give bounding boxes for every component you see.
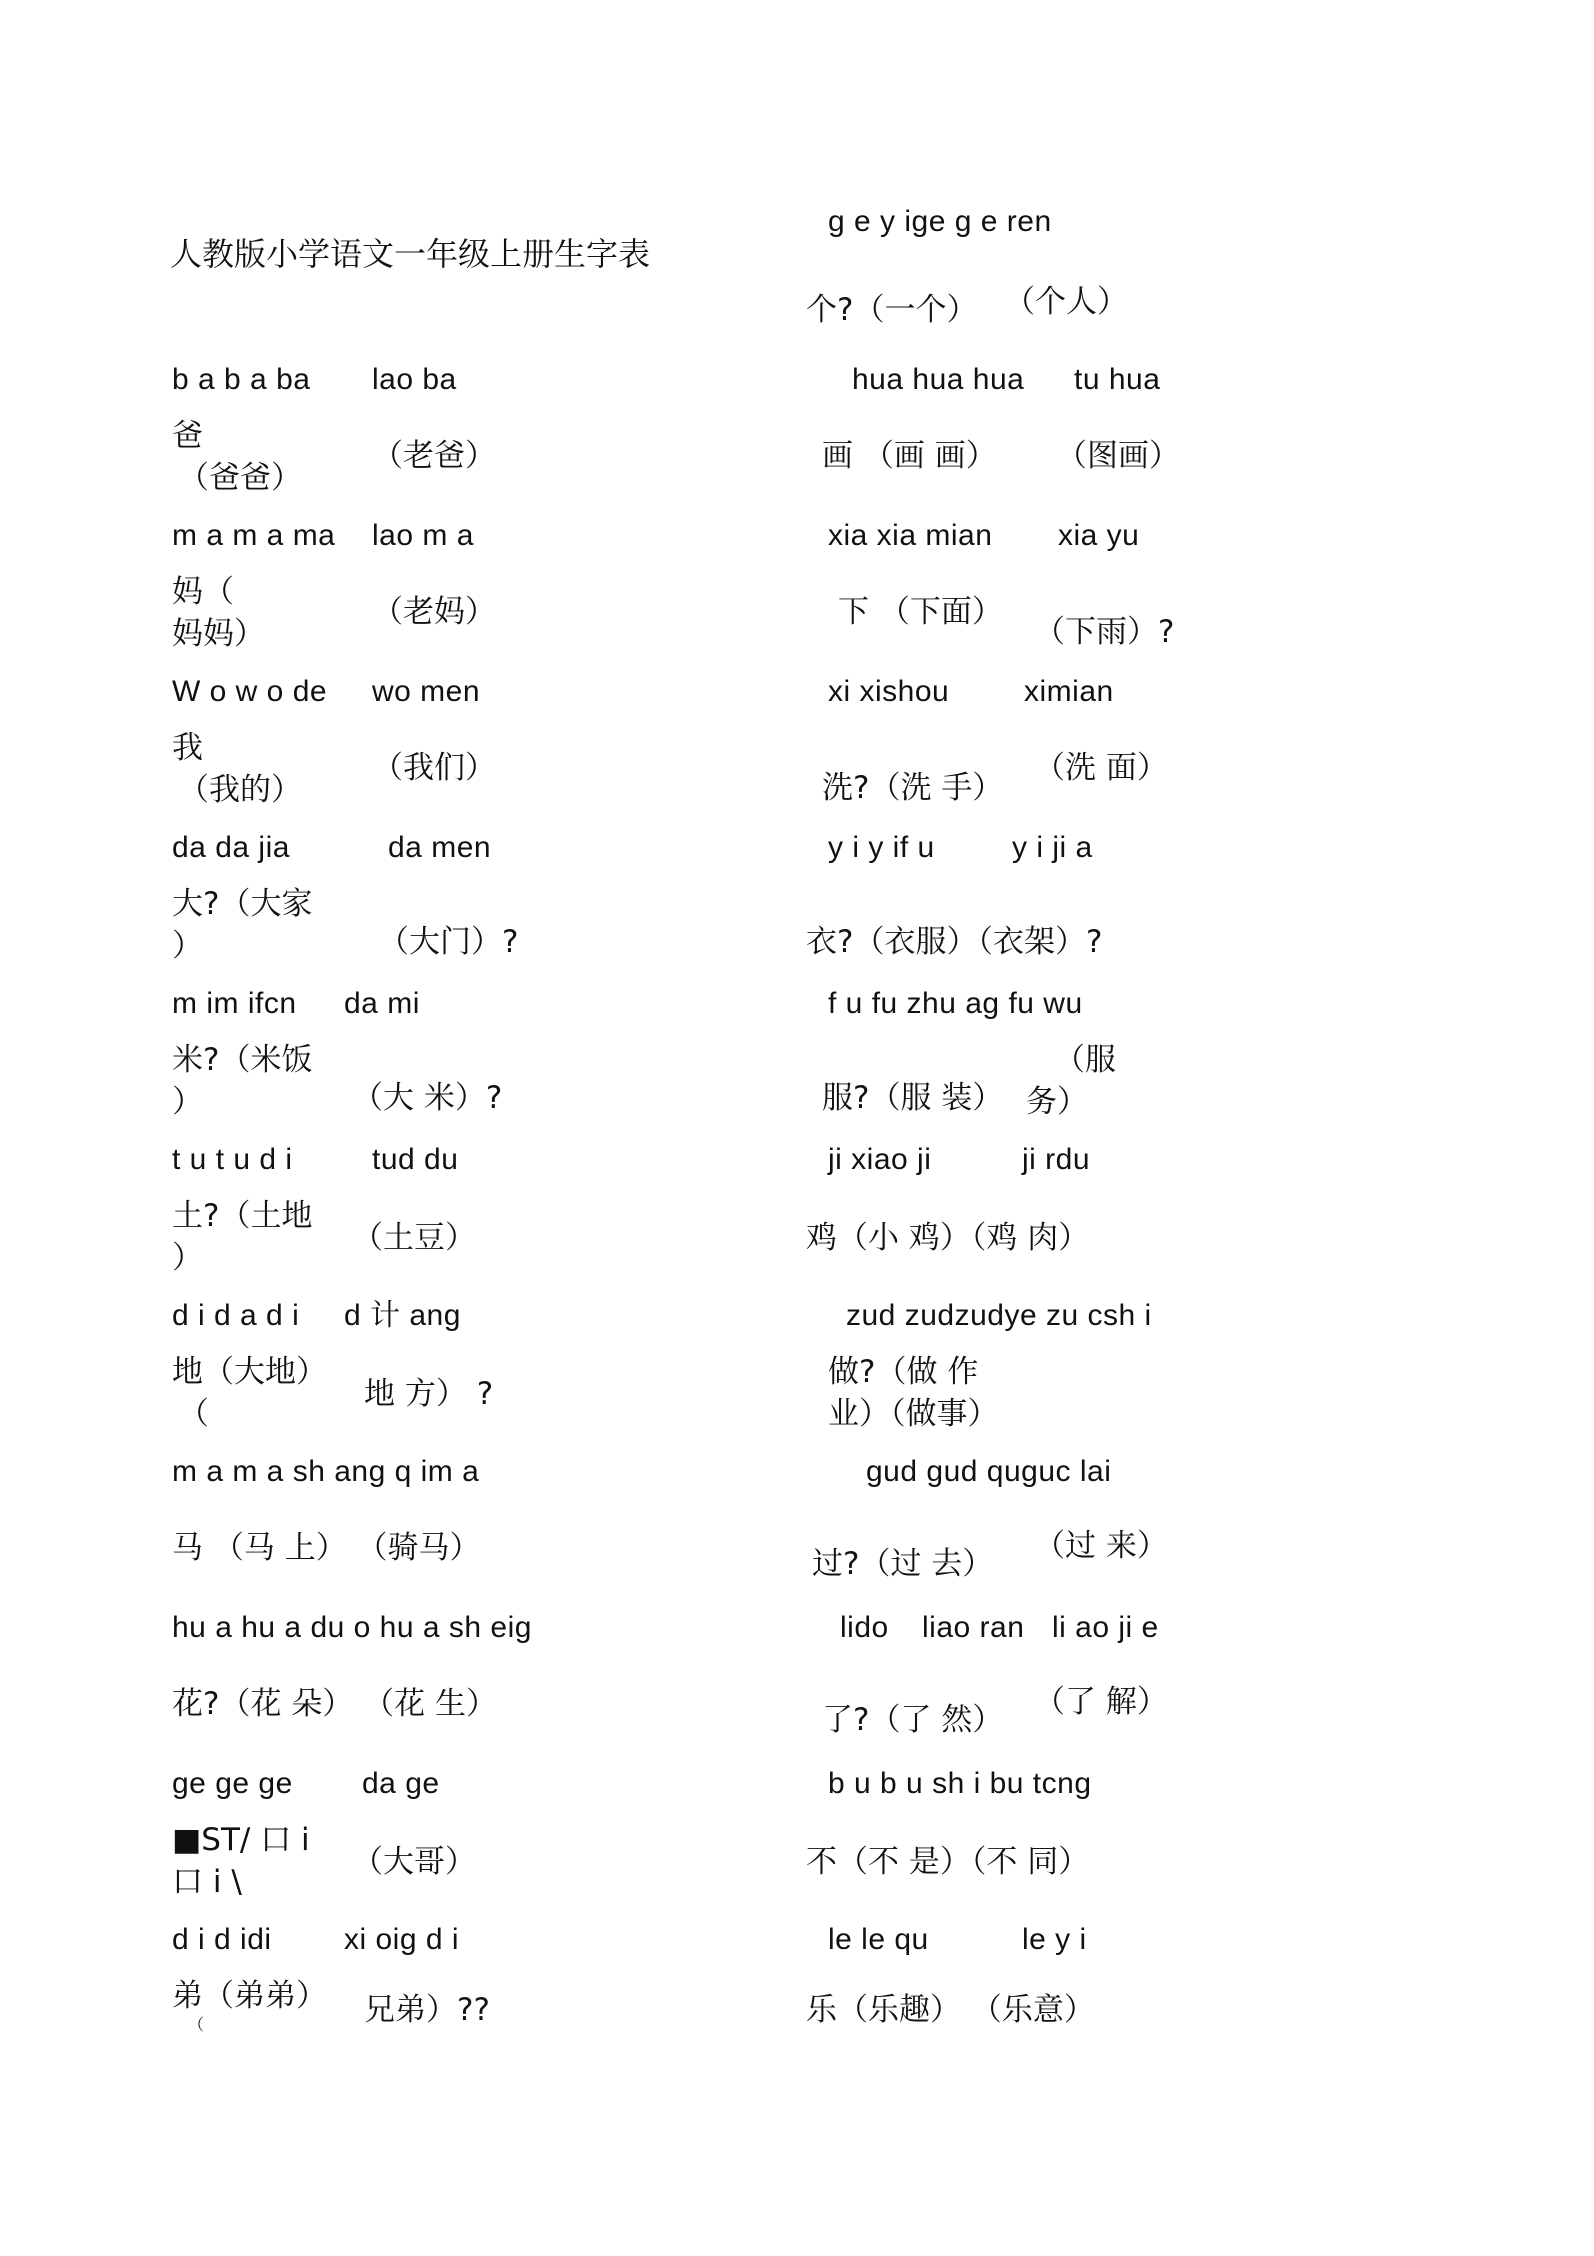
hanzi-line: ■ST/ 口 i bbox=[172, 1822, 310, 1858]
hanzi-line: 做?（做 作 bbox=[828, 1354, 979, 1390]
hanzi-line: 兄弟）?? bbox=[364, 1992, 490, 2028]
pinyin-line: xia yu bbox=[1058, 519, 1140, 552]
hanzi-line: （ bbox=[178, 1396, 209, 1432]
hanzi-line: 口 i \ bbox=[172, 1864, 242, 1900]
pinyin-line: m a m a ma bbox=[172, 519, 336, 552]
pinyin-line: d i d a d i bbox=[172, 1299, 300, 1332]
pinyin-line: da da jia bbox=[172, 831, 290, 864]
hanzi-line: 洗?（洗 手） bbox=[822, 770, 1004, 806]
pinyin-line: da men bbox=[388, 831, 492, 864]
pinyin-line: tu hua bbox=[1074, 363, 1161, 396]
pinyin-line: wo men bbox=[372, 675, 481, 708]
hanzi-line: 妈妈） bbox=[172, 616, 265, 652]
hanzi-line: 地（大地） bbox=[172, 1354, 327, 1390]
hanzi-line: 地 方） ? bbox=[364, 1376, 494, 1412]
hanzi-line: 鸡（小 鸡）（鸡 肉） bbox=[806, 1220, 1090, 1256]
pinyin-line: t u t u d i bbox=[172, 1143, 293, 1176]
pinyin-line: li ao ji e bbox=[1052, 1611, 1159, 1644]
hanzi-line: 妈（ bbox=[172, 574, 234, 610]
hanzi-line: 花?（花 朵） （花 生） bbox=[172, 1686, 498, 1722]
hanzi-line: 衣?（衣服）（衣架）? bbox=[806, 924, 1103, 960]
pinyin-line: ji rdu bbox=[1022, 1143, 1091, 1176]
hanzi-line: ） bbox=[172, 1084, 203, 1120]
pinyin-line: lao ba bbox=[372, 363, 457, 396]
pinyin-line: da mi bbox=[344, 987, 420, 1020]
pinyin-line: liao ran bbox=[922, 1611, 1025, 1644]
pinyin-line: ji xiao ji bbox=[828, 1143, 932, 1176]
pinyin-line: y i ji a bbox=[1012, 831, 1093, 864]
hanzi-line: 了?（了 然） bbox=[822, 1702, 1004, 1738]
hanzi-line: （服 bbox=[1054, 1042, 1116, 1078]
hanzi-line: （洗 面） bbox=[1034, 750, 1168, 786]
hanzi-line: （个人） bbox=[1004, 284, 1128, 320]
pinyin-line: gud gud quguc lai bbox=[866, 1455, 1112, 1488]
pinyin-line: zud zudzudye zu csh i bbox=[846, 1299, 1152, 1332]
hanzi-line: （大哥） bbox=[352, 1844, 476, 1880]
hanzi-line: 马 （马 上） （骑马） bbox=[172, 1530, 481, 1566]
pinyin-line: xia xia mian bbox=[828, 519, 993, 552]
hanzi-line: （老爸） bbox=[372, 438, 496, 474]
pinyin-line: b a b a ba bbox=[172, 363, 311, 396]
hanzi-line: （土豆） bbox=[352, 1220, 476, 1256]
hanzi-line: ） bbox=[172, 928, 203, 964]
pinyin-line: y i y if u bbox=[828, 831, 935, 864]
pinyin-line: m im ifcn bbox=[172, 987, 297, 1020]
page-title: 人教版小学语文一年级上册生字表 bbox=[170, 235, 651, 273]
hanzi-line: 服?（服 装） bbox=[822, 1080, 1004, 1116]
pinyin-line: b u b u sh i bu tcng bbox=[828, 1767, 1092, 1800]
hanzi-line: 业）（做事） bbox=[828, 1396, 999, 1432]
hanzi-line: 乐（乐趣） （乐意） bbox=[806, 1992, 1095, 2028]
hanzi-line: 米?（米饭 bbox=[172, 1042, 313, 1078]
pinyin-line: g e y ige g e ren bbox=[828, 205, 1052, 238]
hanzi-line: 务） bbox=[1026, 1084, 1088, 1120]
pinyin-line: da ge bbox=[362, 1767, 440, 1800]
hanzi-line: （图画） bbox=[1056, 438, 1180, 474]
hanzi-line: 我 bbox=[172, 730, 203, 766]
hanzi-line: （大 米）? bbox=[352, 1080, 503, 1116]
pinyin-line: lao m a bbox=[372, 519, 474, 552]
pinyin-line: W o w o de bbox=[172, 675, 328, 708]
hanzi-line: （下雨）? bbox=[1034, 614, 1175, 650]
hanzi-line: 个?（一个） bbox=[806, 292, 978, 328]
pinyin-line: lido bbox=[840, 1611, 889, 1644]
hanzi-line: （过 来） bbox=[1034, 1528, 1168, 1564]
pinyin-line: le le qu bbox=[828, 1923, 929, 1956]
hanzi-line: （ bbox=[188, 2015, 205, 2034]
hanzi-line: 过?（过 去） bbox=[812, 1546, 994, 1582]
pinyin-line: d 计 ang bbox=[344, 1299, 461, 1332]
hanzi-line: （老妈） bbox=[372, 594, 496, 630]
pinyin-line: tud du bbox=[372, 1143, 459, 1176]
pinyin-line: le y i bbox=[1022, 1923, 1087, 1956]
pinyin-line: ximian bbox=[1024, 675, 1114, 708]
hanzi-line: （了 解） bbox=[1034, 1684, 1168, 1720]
pinyin-line: m a m a sh ang q im a bbox=[172, 1455, 480, 1488]
pinyin-line: f u fu zhu ag fu wu bbox=[828, 987, 1083, 1020]
pinyin-line: ge ge ge bbox=[172, 1767, 293, 1800]
pinyin-line: xi oig d i bbox=[344, 1923, 460, 1956]
hanzi-line: 下 （下面） bbox=[838, 594, 1003, 630]
hanzi-line: 画 （画 画） bbox=[822, 438, 997, 474]
hanzi-line: （爸爸） bbox=[178, 460, 302, 496]
pinyin-line: xi xishou bbox=[828, 675, 950, 708]
hanzi-line: （大门）? bbox=[378, 924, 519, 960]
hanzi-line: （我的） bbox=[178, 772, 302, 808]
hanzi-line: 弟（弟弟） bbox=[172, 1978, 327, 2014]
hanzi-line: 大?（大家 bbox=[172, 886, 313, 922]
pinyin-line: d i d idi bbox=[172, 1923, 272, 1956]
hanzi-line: 土?（土地 bbox=[172, 1198, 313, 1234]
hanzi-line: 爸 bbox=[172, 418, 203, 454]
hanzi-line: （我们） bbox=[372, 750, 496, 786]
pinyin-line: hu a hu a du o hu a sh eig bbox=[172, 1611, 532, 1644]
hanzi-line: 不（不 是）（不 同） bbox=[806, 1844, 1090, 1880]
hanzi-line: ） bbox=[172, 1240, 203, 1276]
pinyin-line: hua hua hua bbox=[852, 363, 1025, 396]
